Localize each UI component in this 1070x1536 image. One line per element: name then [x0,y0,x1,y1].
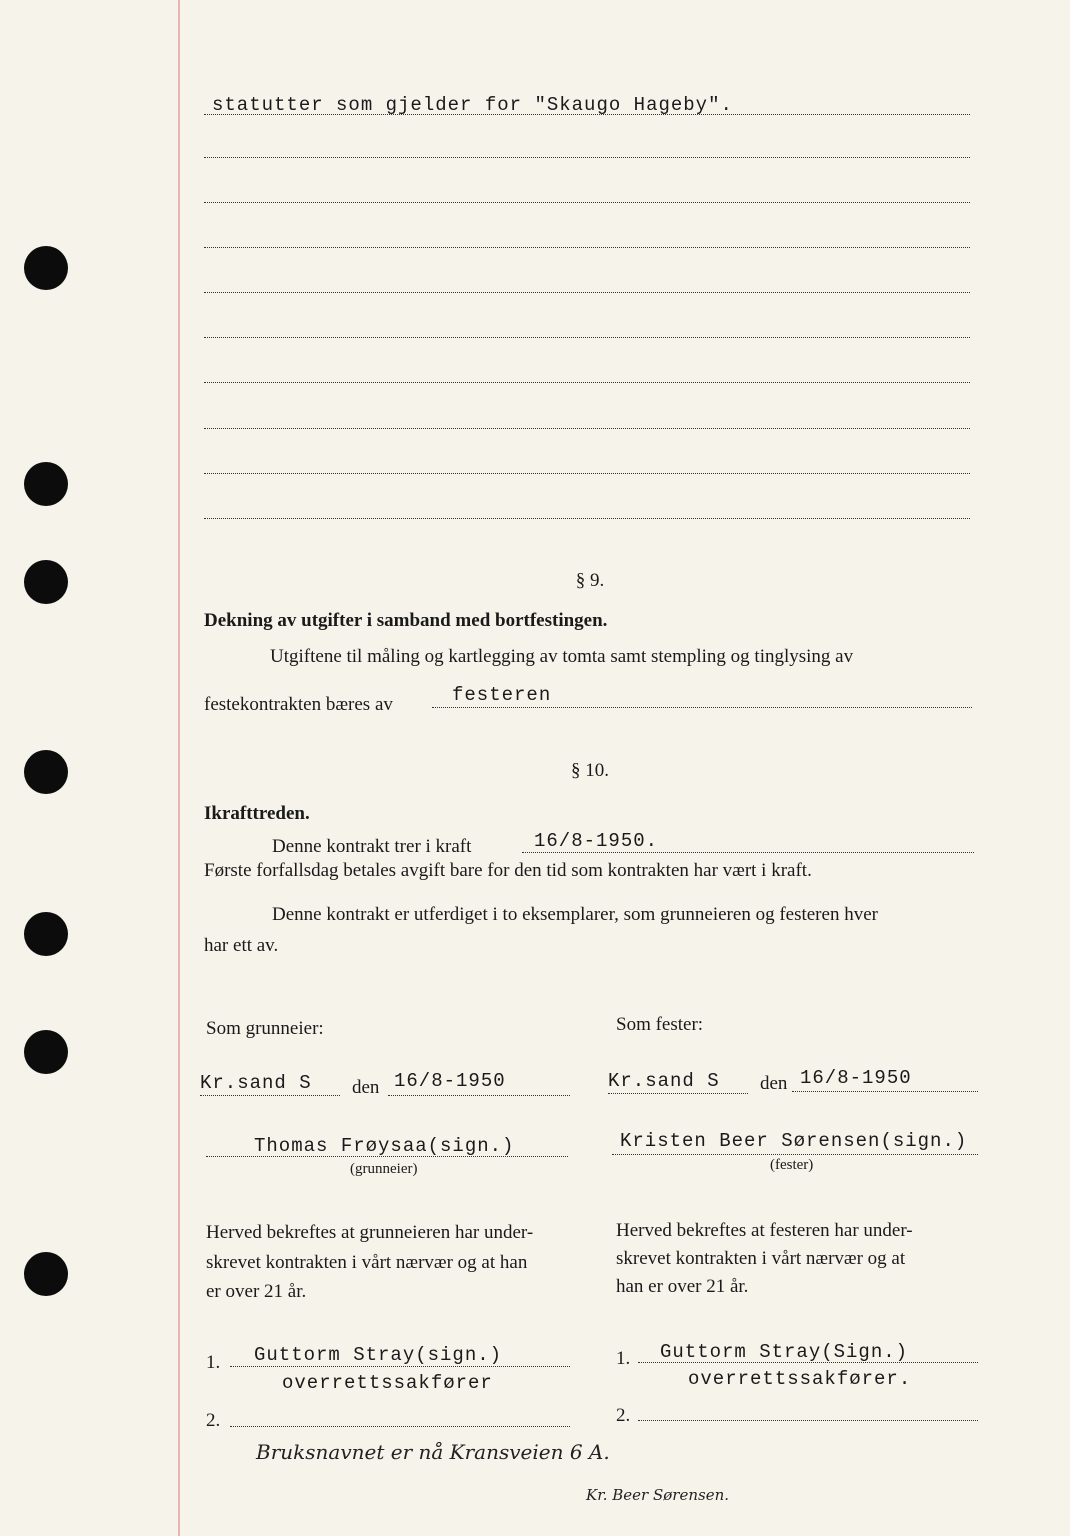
fester-confirm: han er over 21 år. [616,1276,749,1297]
margin-rule [178,0,180,1536]
grunneier-place: Kr.sand S [200,1072,312,1094]
fester-den: den [760,1073,788,1094]
section-10-title: Ikrafttreden. [204,803,310,824]
grunneier-date: 16/8-1950 [394,1070,506,1092]
punch-hole [24,1030,68,1074]
grunneier-confirm: er over 21 år. [206,1281,307,1302]
fester-witness-title: overrettssakfører. [688,1368,912,1390]
punch-hole [24,1252,68,1296]
section-9-value: festeren [452,684,552,706]
grunneier-header: Som grunneier: [206,1018,324,1039]
handwritten-note: Bruksnavnet er nå Kransveien 6 A. [256,1440,610,1464]
grunneier-witness-title: overrettssakfører [282,1372,493,1394]
fester-confirm: Herved bekreftes at festeren har under- [616,1220,913,1241]
section-10-text: har ett av. [204,935,279,956]
section-9-text: Utgiftene til måling og kartlegging av tomta samt stempling og tinglysing av [270,646,854,667]
grunneier-signature: Thomas Frøysaa(sign.) [254,1135,515,1157]
section-10-kraft-label: Denne kontrakt trer i kraft [272,836,472,857]
fester-header: Som fester: [616,1014,704,1035]
punch-hole [24,560,68,604]
dotted-line [204,114,970,115]
dotted-line [230,1426,570,1427]
section-10-heading: § 10. [571,760,609,781]
dotted-line [522,852,974,853]
fester-witness: Guttorm Stray(Sign.) [660,1341,909,1363]
fester-role: (fester) [770,1157,814,1173]
dotted-line [204,292,970,293]
punch-hole [24,912,68,956]
dotted-line [204,157,970,158]
section-10-text: Første forfallsdag betales avgift bare for den tid som kontrakten har vært i kraft. [204,860,812,881]
dotted-line [608,1093,748,1094]
dotted-line [204,247,970,248]
dotted-line [388,1095,570,1096]
section-10-text: Denne kontrakt er utferdiget i to eksemplarer, som grunneieren og festeren hver [272,904,878,925]
top-typed-line: statutter som gjelder for "Skaugo Hageby". [212,94,733,116]
section-9-heading: § 9. [575,570,605,591]
dotted-line [432,707,972,708]
dotted-line [204,337,970,338]
dotted-line [200,1095,340,1096]
grunneier-confirm: skrevet kontrakten i vårt nærvær og at han [206,1252,528,1273]
witness-number: 2. [206,1410,221,1431]
section-10-kraft-value: 16/8-1950. [534,830,659,852]
fester-date: 16/8-1950 [800,1067,912,1089]
dotted-line [204,382,970,383]
dotted-line [204,518,970,519]
fester-signature: Kristen Beer Sørensen(sign.) [620,1130,968,1152]
dotted-line [206,1156,568,1157]
witness-number: 1. [616,1348,631,1369]
witness-number: 1. [206,1352,221,1373]
dotted-line [612,1154,978,1155]
handwritten-signoff: Kr. Beer Sørensen. [586,1486,729,1504]
dotted-line [792,1091,978,1092]
punch-hole [24,750,68,794]
fester-confirm: skrevet kontrakten i vårt nærvær og at [616,1248,906,1269]
dotted-line [638,1362,978,1363]
dotted-line [230,1366,570,1367]
grunneier-den: den [352,1077,380,1098]
dotted-line [204,202,970,203]
dotted-line [204,473,970,474]
section-9-label: festekontrakten bæres av [204,694,393,715]
section-9-title: Dekning av utgifter i samband med bortfestingen. [204,610,608,631]
dotted-line [204,428,970,429]
witness-number: 2. [616,1405,631,1426]
fester-place: Kr.sand S [608,1070,720,1092]
grunneier-confirm: Herved bekreftes at grunneieren har under- [206,1222,534,1243]
grunneier-witness: Guttorm Stray(sign.) [254,1344,503,1366]
dotted-line [638,1420,978,1421]
punch-hole [24,462,68,506]
grunneier-role: (grunneier) [350,1161,418,1177]
punch-hole [24,246,68,290]
